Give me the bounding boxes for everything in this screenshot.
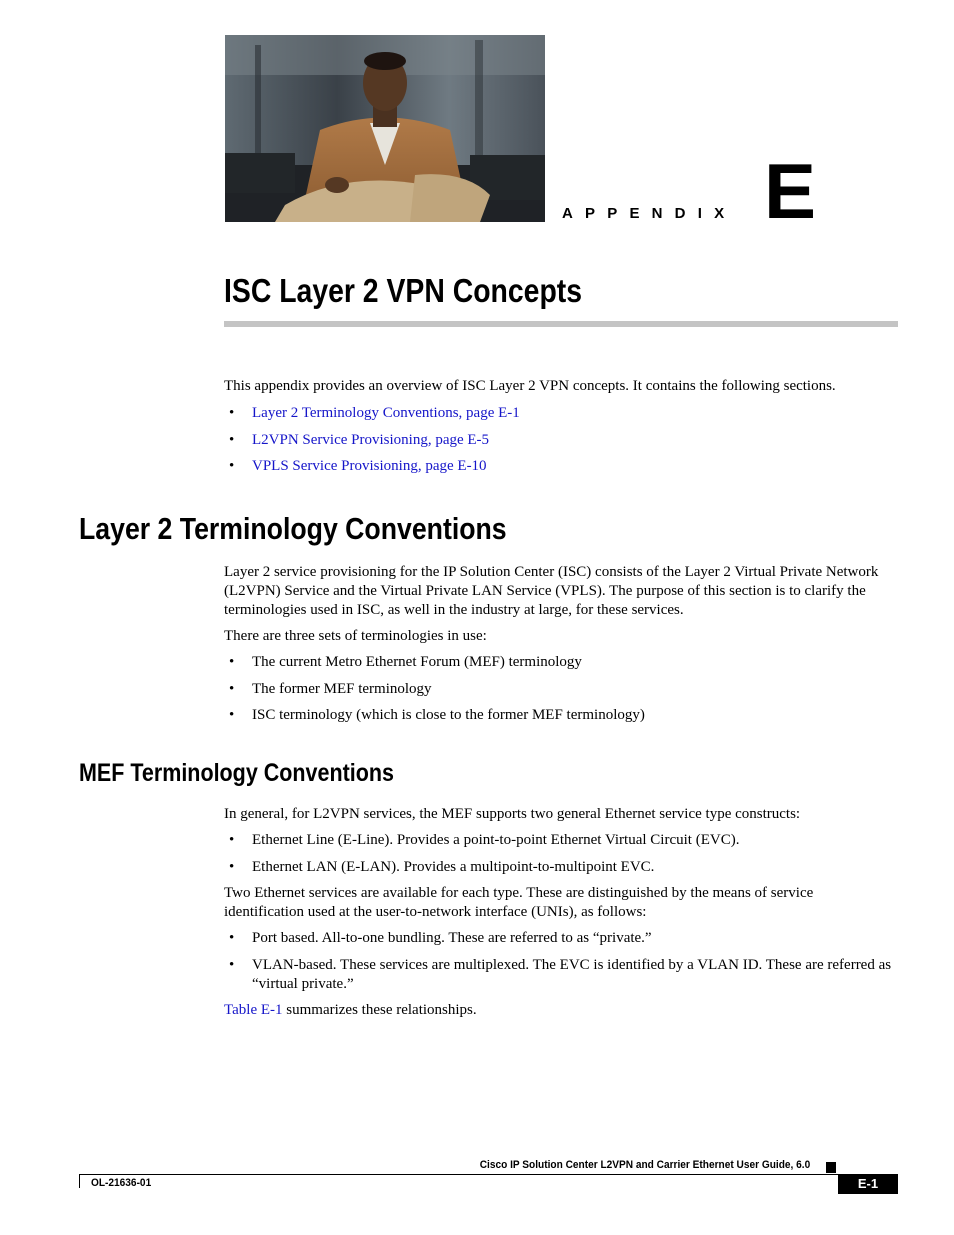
list-item bbox=[224, 956, 894, 994]
ethernet-services-paragraph: Two Ethernet services are available for each type. These are distinguished by the means of service identification used at the user-to-network interface (UNIs), as follows: bbox=[224, 885, 814, 920]
bullet-icon: • bbox=[229, 707, 235, 723]
bullet-icon: • bbox=[229, 930, 235, 946]
bullet-icon: • bbox=[229, 431, 235, 448]
table-reference-text: summarizes these relationships. bbox=[282, 1002, 477, 1018]
footer-guide-title: Cisco IP Solution Center L2VPN and Carrier Ethernet User Guide, 6.0 bbox=[479, 1159, 810, 1171]
chapter-title: ISC Layer 2 VPN Concepts bbox=[224, 272, 583, 309]
list-item-text: The former MEF terminology bbox=[252, 680, 432, 697]
list-item bbox=[224, 706, 894, 725]
mef-paragraph: In general, for L2VPN services, the MEF supports two general Ethernet service type constructs: bbox=[224, 806, 801, 822]
list-item bbox=[224, 929, 894, 948]
list-item bbox=[224, 680, 894, 699]
list-item-text: The current Metro Ethernet Forum (MEF) terminology bbox=[252, 654, 582, 670]
footer-rule-tick bbox=[79, 1174, 80, 1188]
terminology-list bbox=[224, 653, 894, 725]
layer2-terminology-intro: There are three sets of terminologies in use: bbox=[224, 628, 487, 644]
intro-paragraph: This appendix provides an overview of ISC Layer 2 VPN concepts. It contains the following sections. bbox=[224, 378, 836, 394]
list-item-text: Ethernet LAN (E-LAN). Provides a multipoint-to-multipoint EVC. bbox=[252, 858, 655, 875]
footer-rule bbox=[79, 1174, 838, 1175]
bullet-icon: • bbox=[229, 956, 235, 973]
link-layer2-terminology[interactable]: Layer 2 Terminology Conventions, page E-1 bbox=[252, 405, 520, 421]
link-table-e1[interactable]: Table E-1 bbox=[224, 1002, 283, 1018]
section-links-list bbox=[224, 404, 894, 476]
list-item bbox=[224, 858, 894, 877]
table-reference-paragraph bbox=[224, 1001, 896, 1020]
link-l2vpn-provisioning[interactable]: L2VPN Service Provisioning, page E-5 bbox=[252, 431, 490, 448]
service-identification-list bbox=[224, 929, 894, 994]
bullet-icon: • bbox=[229, 458, 235, 474]
section-heading-mef: MEF Terminology Conventions bbox=[79, 759, 394, 787]
footer-doc-number: OL-21636-01 bbox=[91, 1177, 152, 1189]
page-number: E-1 bbox=[838, 1174, 898, 1194]
list-item-text: VLAN-based. These services are multiplexed. The EVC is identified by a VLAN ID. These are referred as “virtual private.” bbox=[252, 956, 892, 992]
bullet-icon: • bbox=[229, 680, 235, 697]
footer-marker bbox=[826, 1162, 836, 1173]
appendix-label: APPENDIX bbox=[562, 205, 737, 222]
link-vpls-provisioning[interactable]: VPLS Service Provisioning, page E-10 bbox=[252, 458, 487, 474]
list-item bbox=[224, 653, 894, 672]
list-item bbox=[224, 831, 894, 850]
bullet-icon: • bbox=[229, 405, 235, 421]
chapter-photo bbox=[225, 35, 545, 222]
service-type-list bbox=[224, 831, 894, 877]
layer2-paragraph: Layer 2 service provisioning for the IP Solution Center (ISC) consists of the Layer 2 Virtual Private Network (L2VPN) Service and the Virtual Private LAN Service (VPLS). The purpose of this section is to clarify the terminologies used in ISC, as well in the industry at large, for these services. bbox=[224, 564, 879, 618]
list-item bbox=[224, 431, 894, 450]
list-item-text: Ethernet Line (E-Line). Provides a point-to-point Ethernet Virtual Circuit (EVC). bbox=[252, 832, 740, 848]
list-item-text: ISC terminology (which is close to the former MEF terminology) bbox=[252, 707, 645, 723]
section-heading-layer2: Layer 2 Terminology Conventions bbox=[79, 511, 507, 546]
title-rule bbox=[224, 321, 898, 327]
bullet-icon: • bbox=[229, 832, 235, 848]
appendix-letter: E bbox=[764, 147, 815, 235]
bullet-icon: • bbox=[229, 654, 235, 670]
list-item bbox=[224, 404, 894, 423]
bullet-icon: • bbox=[229, 858, 235, 875]
list-item bbox=[224, 457, 894, 476]
list-item-text: Port based. All-to-one bundling. These are referred to as “private.” bbox=[252, 930, 652, 946]
